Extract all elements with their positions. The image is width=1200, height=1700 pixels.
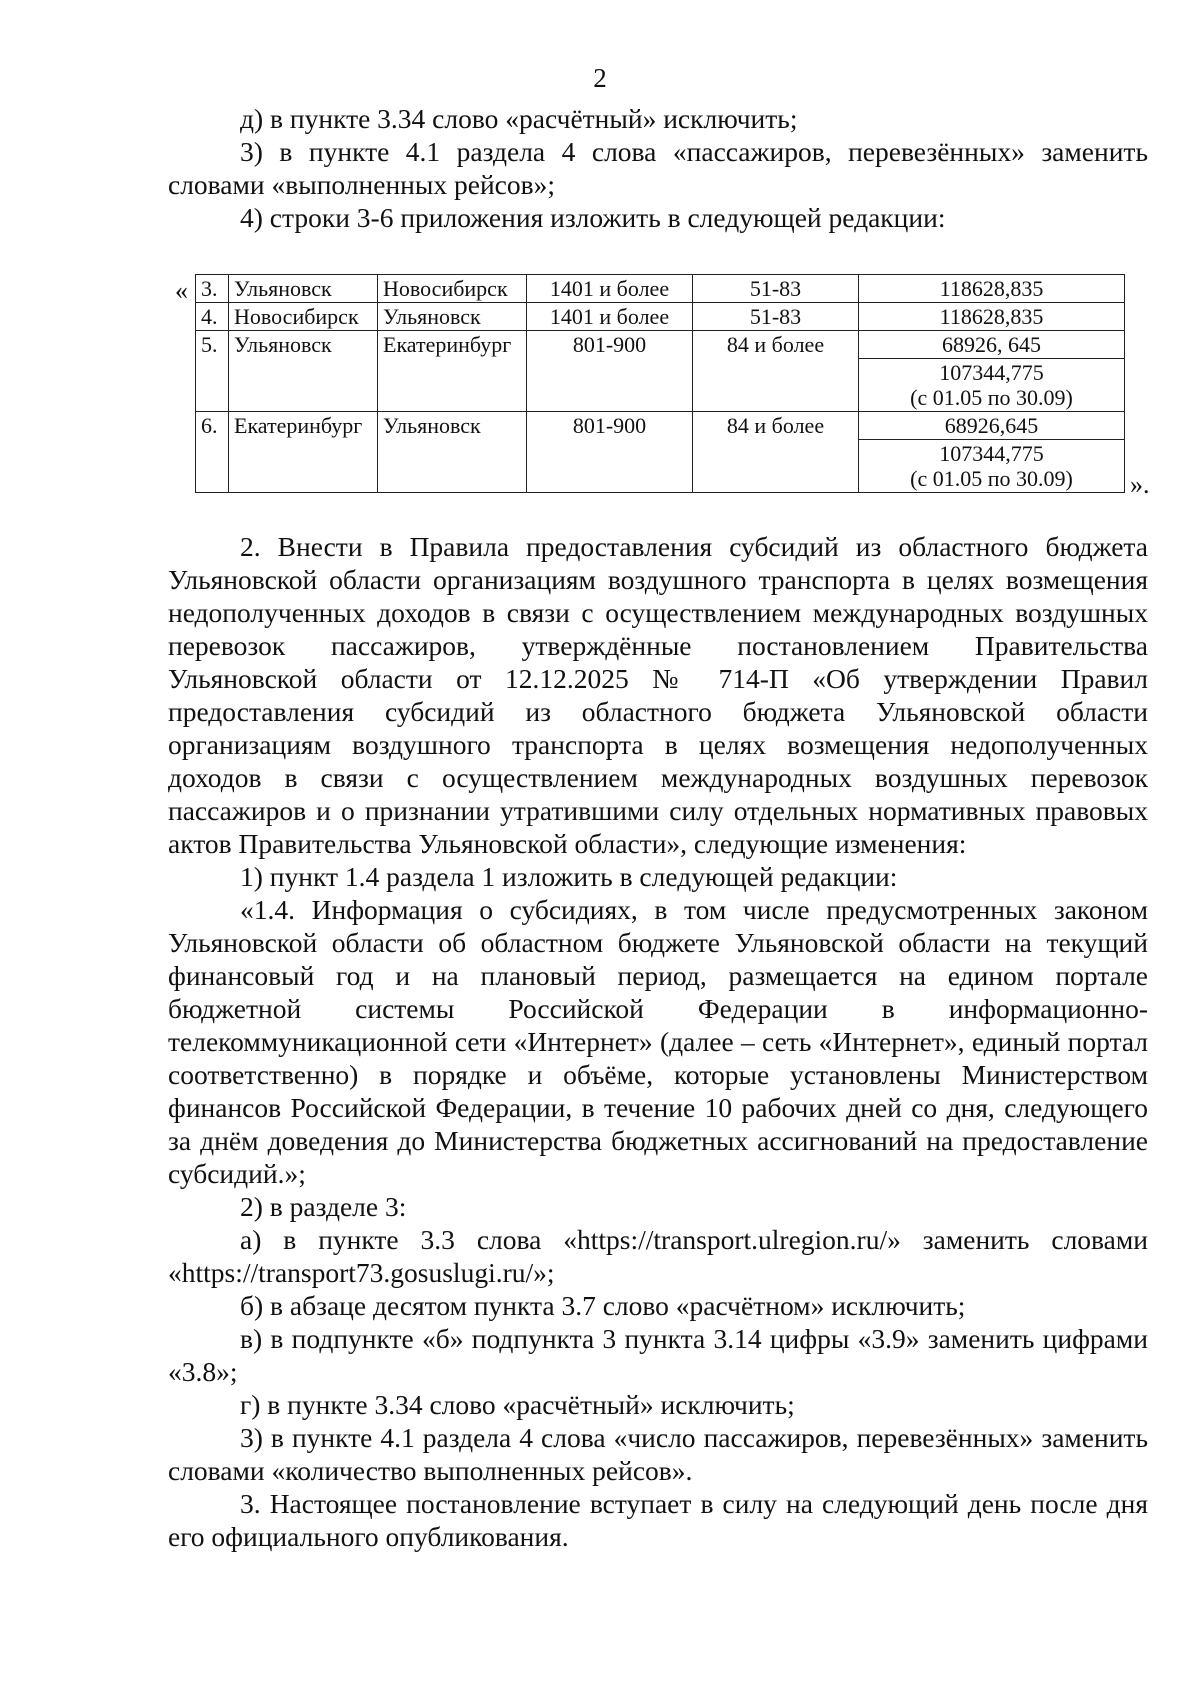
cell-amount-seasonal [859,440,1125,493]
cell-seats: 51-83 [693,303,859,331]
cell-to: Ульяновск [378,412,527,493]
cell-seats: 51-83 [693,275,859,303]
seasonal-period: (с 01.05 по 30.09) [910,466,1073,491]
cell-amount: 118628,835 [859,303,1125,331]
cell-distance: 801-900 [527,331,693,412]
cell-num: 5. [196,331,229,412]
seasonal-amount: 107344,775 [939,360,1044,385]
seasonal-amount: 107344,775 [939,441,1044,466]
paragraph: 2) в разделе 3: [240,1191,407,1222]
cell-amount: 68926,645 [859,412,1125,440]
page-number: 2 [593,63,607,93]
bottom-text-block [168,530,1148,1553]
amendment-table [195,274,1125,493]
cell-from: Ульяновск [229,275,378,303]
cell-amount: 118628,835 [859,275,1125,303]
table-row [196,412,1125,440]
cell-num: 6. [196,412,229,493]
paragraph: «1.4. Информация о субсидиях, в том числе предусмотренных законом Ульяновской области об областном бюджете Ульяновской области на текущий финансовый год и на плановый период, размещается на едином портале бюджетной системы Российской Федерации в информационно-телекоммуникационной сети «Интернет» (далее – сеть «Интернет», единый портал соответственно) в порядке и объёме, которые установлены Министерством финансов Российской Федерации, в течение 10 рабочих дней со дня, следующего за днём доведения до Министерства бюджетных ассигнований на предоставление субсидий.»; [168,894,1148,1189]
paragraph: а) в пункте 3.3 слова «https://transport.ulregion.ru/» заменить словами «https://transport73.gosuslugi.ru/»; [168,1224,1148,1288]
cell-to: Новосибирск [378,275,527,303]
table-row [196,331,1125,359]
cell-distance: 1401 и более [527,303,693,331]
paragraph: 3. Настоящее постановление вступает в силу на следующий день после дня его официального опубликования. [168,1488,1148,1552]
table-row [196,303,1125,331]
cell-seats: 84 и более [693,331,859,412]
paragraph: д) в пункте 3.34 слово «расчётный» исключить; [240,103,798,134]
cell-to: Ульяновск [378,303,527,331]
cell-from: Новосибирск [229,303,378,331]
cell-to: Екатеринбург [378,331,527,412]
closing-quote: ». [1130,470,1150,499]
paragraph: 1) пункт 1.4 раздела 1 изложить в следующей редакции: [240,861,898,892]
top-text-block [168,102,1148,234]
paragraph: б) в абзаце десятом пункта 3.7 слово «расчётном» исключить; [240,1290,966,1321]
table-row [196,275,1125,303]
cell-amount-seasonal [859,359,1125,412]
cell-num: 4. [196,303,229,331]
paragraph: 4) строки 3-6 приложения изложить в следующей редакции: [240,202,946,233]
cell-from: Ульяновск [229,331,378,412]
cell-from: Екатеринбург [229,412,378,493]
paragraph: 3) в пункте 4.1 раздела 4 слова «пассажиров, перевезённых» заменить словами «выполненных рейсов»; [168,136,1148,200]
amendment-table-block [175,274,1175,514]
cell-num: 3. [196,275,229,303]
cell-amount: 68926, 645 [859,331,1125,359]
cell-distance: 801-900 [527,412,693,493]
paragraph: г) в пункте 3.34 слово «расчётный» исключить; [240,1389,795,1420]
paragraph: 2. Внести в Правила предоставления субсидий из областного бюджета Ульяновской области организациям воздушного транспорта в целях возмещения недополученных доходов в связи с осуществлением международных воздушных перевозок пассажиров, утверждённые постановлением Правительства Ульяновской области от 12.12.2025 № 714-П «Об утверждении Правил предоставления субсидий из областного бюджета Ульяновской области организациям воздушного транспорта в целях возмещения недополученных доходов в связи с осуществлением международных воздушных перевозок пассажиров и о признании утратившими силу отдельных нормативных правовых актов Правительства Ульяновской области», следующие изменения: [168,531,1148,859]
paragraph: 3) в пункте 4.1 раздела 4 слова «число пассажиров, перевезённых» заменить словами «количество выполненных рейсов». [168,1422,1148,1486]
cell-seats: 84 и более [693,412,859,493]
cell-distance: 1401 и более [527,275,693,303]
paragraph: в) в подпункте «б» подпункта 3 пункта 3.14 цифры «3.9» заменить цифрами «3.8»; [168,1323,1148,1387]
opening-quote: « [175,276,188,305]
seasonal-period: (с 01.05 по 30.09) [910,385,1073,410]
